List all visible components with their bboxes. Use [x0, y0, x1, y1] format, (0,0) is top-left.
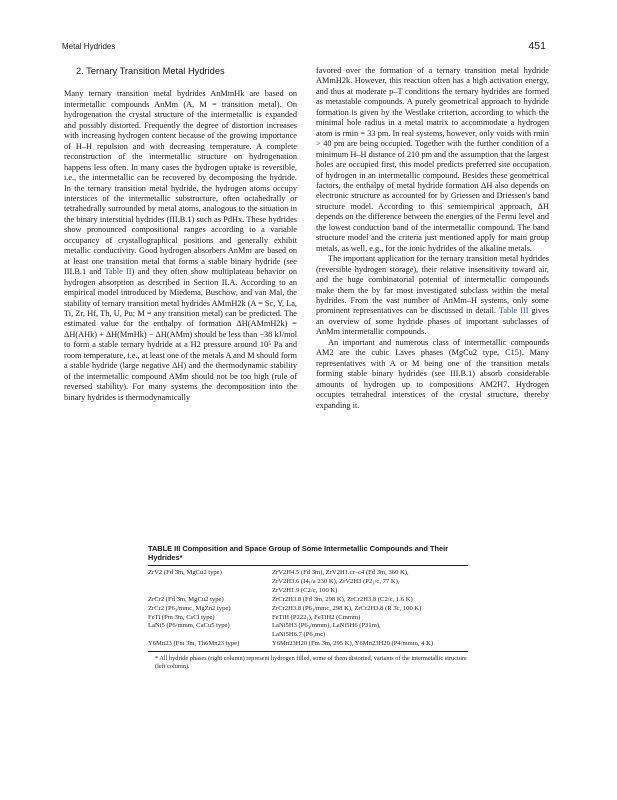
page-number: 451 — [528, 40, 546, 52]
hydride-line: LaNi5H6.7 (P6₃mc) — [272, 631, 326, 639]
table-iii — [148, 544, 468, 671]
table-footnote — [148, 655, 468, 671]
compound-cell: ZrV2 (Fd 3̄m, MgCu2 type) — [148, 569, 222, 576]
table-row — [148, 640, 468, 651]
compound-cell: Y6Mn23 (Fm 3̄m, Th6Mn23 type) — [148, 640, 240, 648]
table-row — [148, 566, 468, 596]
table-row — [148, 614, 468, 623]
left-column — [64, 66, 297, 403]
compound-cell: FeTi (Pm 3̄m, CsCl type) — [148, 613, 215, 621]
hydride-line: ZrV2H4.5 (Fd 3̄m), ZrV2H1.cr–c4 (Fd 3̄m, 360 K), — [272, 569, 409, 576]
paragraph — [64, 89, 297, 403]
paragraph: An important and numerous class of intermetallic compounds AM2 are the cubic Laves phases (MgCu2 type, C15). Many representatives with A or M being one of the transition metals forming stable binary hydrides (see III.B.1) absorb considerable amounts of hydrogen up to compositions AM2H7. Hydrogen occupies tetrahedral interstices of the crystal structure, thereby expanding it. — [316, 337, 549, 410]
hydrides-cell — [272, 596, 468, 605]
table-iii-link[interactable]: Table III — [498, 306, 529, 316]
compound-cell: LaNi5 (P6/mmm, CaCu5 type) — [148, 622, 230, 630]
hydrides-cell — [272, 622, 468, 640]
hydride-line: ZrCr2H3.8 (Fd 3̄m, 298 K), ZrCr2H3.8 (C2/c, 1.6 K) — [272, 595, 413, 603]
table — [148, 566, 468, 651]
paragraph-text-tail: ) and they often show multiplateau behavior on hydrogen absorption as described in Section II.A. According to an empirical model introduced by Miedema, Buschow, and van Mal, the stability of ternary transition metal hydrides AMmH2k (A = Sc, Y, La, Ti, Zr, Hf, Th, U, Pu; M = any transition metal) can be predicted. The estimated value for the enthalpy of formation ΔH(AMmH2k) = ΔH(AHk) + ΔH(MmHk) − ΔH(AMm) should be less than −38 kJ/mol to form a stable ternary hydride at a H2 pressure around 10⁵ Pa and room temperature, i.e., at least one of the metals A and M should form a stable hydride (large negative ΔH) and the thermodynamic stability of the intermetallic compound AMm should not be too high (rule of reversed stability). For many systems the decomposition into the binary hydrides is thermodynamically — [64, 267, 297, 402]
paragraph-text-tail: gives an overview of some hydride phases of important subclasses of AnMm intermetallic compounds. — [316, 306, 549, 337]
table-row — [148, 622, 468, 640]
compound-cell: ZrCr2 (Fd 3̄m, MgCu2 type) — [148, 595, 224, 603]
hydrides-cell — [272, 605, 468, 614]
paragraph-text: The important application for the ternary transition metal hydrides (reversible hydrogen storage), their relative insensitivity toward air, and the huge combinatorial potential of intermetallic compounds make them the by far most investigated subclass within the metal hydrides. From the vast number of AnMm–H systems, only some prominent representatives can be discussed in detail. — [316, 254, 549, 316]
right-column — [316, 66, 549, 411]
table-bottom-rule — [148, 651, 468, 652]
paragraph: favored over the formation of a ternary transition metal hydride AMmH2k. However, this reaction often has a high activation energy, and thus at moderate p–T conditions the ternary hydrides are formed as metastable compounds. A purely geometrical approach to hydride formation is given by the Westlake criterion, according to which the minimal hole radius in a metal matrix to accommodate a hydrogen atom is rmin = 33 pm. In real systems, however, only voids with rmin > 40 pm are being occupied. Together with the further condition of a minimum H–H distance of 210 pm and the assumption that the largest holes are occupied first, this model predicts preferred site occupation of hydrogen in an intermetallic compound. Besides these geometrical factors, the enthalpy of metal hydride formation ΔH also depends on electronic structure as accounted for by Griessen and Driessen's band structure model. According to this semiempirical approach, ΔH depends on the difference between the energies of the Fermi level and the lowest conduction band of the intermetallic compound. The band structure model and the criteria just mentioned apply for main group metals, as well, e.g., for the ionic hydrides of the alkaline metals. — [316, 66, 549, 253]
hydride-line: ZrV2H1.9 (C2/c, 100 K) — [272, 586, 338, 594]
hydride-line: Y6Mn23H20 (Fm 3̄m, 295 K), Y6Mn23H20 (P4/mmm, 4 K) — [272, 640, 434, 648]
hydrides-cell — [272, 640, 468, 651]
running-head-title: Metal Hydrides — [62, 42, 116, 51]
table-row — [148, 605, 468, 614]
hydride-line: ZrV2H3.6 (I4₁/a 230 K), ZrV2H3 (P2₁/c, 77 K), — [272, 577, 400, 585]
hydride-line: LaNi5H3 (P6₃/mmm), LaNi5H6 (P31m), — [272, 622, 381, 630]
hydrides-cell — [272, 614, 468, 623]
paragraph — [316, 254, 549, 338]
table-ii-link[interactable]: Table II — [104, 267, 132, 277]
table-footnote-text: * All hydride phases (right column) represent hydrogen filled, some of them distorted, variants of the intermetallic structure (left column). — [155, 655, 467, 671]
hydride-line: ZrCr2H3.8 (P6₃/mmc, 298 K), ZrCr2H3.8 (R 3̄c, 100 K) — [272, 604, 422, 612]
hydride-line: FeTiH (P222₁), FeTiH2 (Cmmm) — [272, 613, 361, 621]
compound-cell: ZrCr2 (P6₃/mmc, MgZn2 type) — [148, 604, 231, 612]
table-row — [148, 596, 468, 605]
paragraph-text: Many ternary transition metal hydrides AnMmHk are based on intermetallic compounds AnMm (A, M = transition metal). On hydrogenation the crystal structure of the intermetallic is expanded and possibly distorted. Frequently the degree of distortion increases with increasing hydrogen content because of the growing importance of H–H repulsion and with decreasing temperature. A complete reconstruction of the intermetallic structure on hydrogenation happens less often. In many cases the hydrogen uptake is reversible, i.e., the intermetallic can be recovered by decomposing the hydride. In the ternary transition metal hydride, the hydrogen atoms occupy interstices of the intermetallic substructure, often octahedrally or tetrahedrally surrounded by metal atoms, analogous to the situation in the binary interstitial hydrides (III.B.1) such as PdHx. These hydrides show pronounced compositional ranges according to a variable occupancy of crystallographical positions and generally exhibit metallic conductivity. Good hydrogen absorbers AnMm are based on at least one transition metal that forms a stable binary hydride (see III.B.1 and — [64, 89, 297, 277]
running-head — [62, 40, 546, 54]
section-title: 2. Ternary Transition Metal Hydrides — [76, 66, 225, 76]
hydrides-cell — [272, 566, 468, 596]
table-caption: TABLE III Composition and Space Group of Some Intermetallic Compounds and Their Hydrides* — [148, 544, 449, 562]
